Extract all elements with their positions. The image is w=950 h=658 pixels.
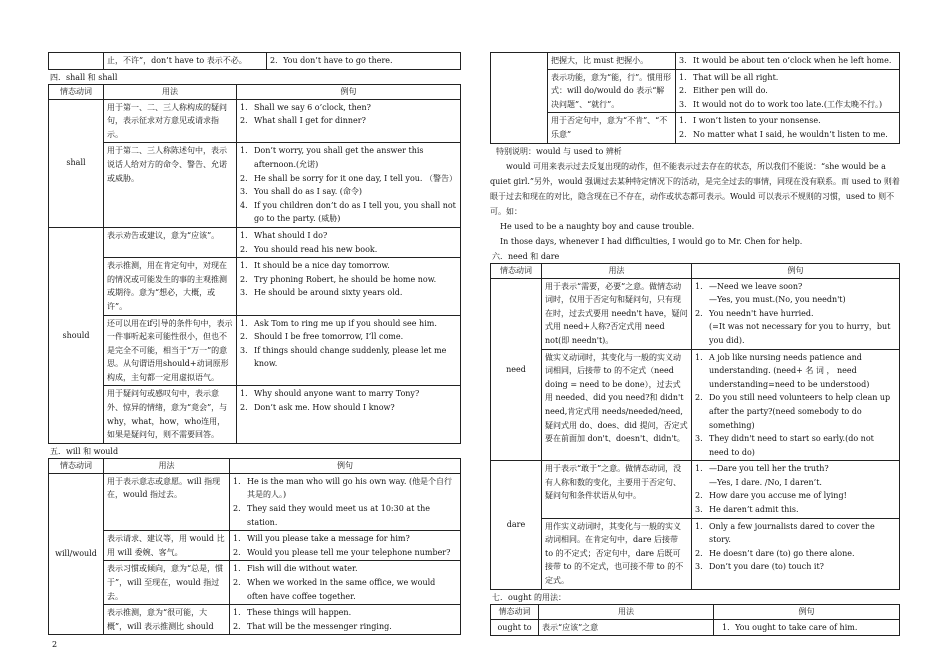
example-text: You should read his new book. bbox=[254, 244, 378, 254]
example-item bbox=[240, 243, 457, 257]
example-item bbox=[695, 432, 896, 459]
examples-cell bbox=[237, 99, 461, 143]
example-text: I won’t listen to your nonsense. bbox=[693, 116, 821, 126]
table-row bbox=[49, 99, 461, 143]
example-text: Only a few journalists dared to cover the story. bbox=[709, 521, 875, 545]
header-usage: 用法 bbox=[104, 84, 237, 99]
example-item bbox=[233, 475, 457, 502]
usage-cell: 止，不许”，don’t have to 表示不必。 bbox=[104, 53, 267, 70]
examples-cell bbox=[237, 143, 461, 228]
example-item bbox=[695, 560, 896, 574]
examples-cell bbox=[676, 53, 900, 70]
ought-table bbox=[490, 604, 900, 637]
example-number: 3. bbox=[679, 56, 687, 65]
examples-cell bbox=[237, 315, 461, 386]
right-column bbox=[490, 52, 900, 636]
example-number: 1. bbox=[240, 146, 248, 156]
example-item bbox=[240, 401, 457, 415]
example-text: How dare you accuse me of lying! bbox=[709, 491, 847, 501]
example-text: Should I be free tomorrow, I’ll come. bbox=[254, 332, 404, 342]
example-cell: 1．You ought to take care of him. bbox=[714, 619, 900, 636]
header-usage: 用法 bbox=[104, 458, 230, 473]
table-row bbox=[49, 386, 461, 443]
example-number: 3. bbox=[695, 434, 703, 444]
usage-cell: 用作实义动词时，其变化与一般的实义动词相同。在肯定句中，dare 后接带 to 的不定式；否定句中，dare 后既可接带 to 的不定式，也可接不带 to 的不定式。 bbox=[542, 518, 692, 589]
table-row bbox=[49, 473, 461, 530]
table-row bbox=[491, 349, 900, 461]
example-item bbox=[695, 489, 896, 503]
example-item bbox=[679, 71, 896, 85]
example-item bbox=[233, 532, 457, 546]
example-text: He shall be sorry for it one day, I tell you. （警告） bbox=[254, 173, 457, 183]
table-row bbox=[491, 518, 900, 589]
example-item bbox=[240, 199, 457, 226]
examples-cell bbox=[230, 531, 461, 561]
top-continuation-table bbox=[48, 52, 461, 70]
example-item bbox=[240, 387, 457, 401]
example-item bbox=[695, 293, 896, 307]
example-number: 1. bbox=[233, 608, 241, 618]
usage-cell: 做实义动词时，其变化与一般的实义动词相同，后接带 to 的不定式（need doing = need to be done），过去式用 needed、did you need?和 didn't need,肯定式用 needs/needed/need,疑问式用 do、does、did 提问，否定式要在前面加 don't、doesn't、didn't。 bbox=[542, 349, 692, 461]
note-example-2: In those days, whenever I had difficulties, I would go to Mr. Chen for help. bbox=[500, 236, 803, 246]
example-text: Will you please take a message for him? bbox=[247, 534, 410, 544]
example-number: 2. bbox=[679, 129, 687, 139]
example-number: 2. bbox=[695, 308, 703, 318]
examples-cell bbox=[692, 349, 900, 461]
example-item bbox=[240, 344, 457, 371]
example-text: Why should anyone want to marry Tony? bbox=[254, 389, 420, 399]
section-heading-will: 五．will 和 would bbox=[50, 446, 119, 456]
example-item bbox=[240, 259, 457, 273]
example-text: You needn't have hurried. bbox=[709, 308, 814, 318]
example-text: Do you still need volunteers to help clean up after the party?(need somebody to do something) bbox=[709, 393, 891, 430]
example-item bbox=[240, 101, 457, 115]
example-item bbox=[695, 351, 896, 392]
example-item bbox=[233, 562, 457, 576]
note-heading: 特别说明：would 与 used to 辨析 bbox=[496, 146, 622, 156]
examples-cell bbox=[237, 227, 461, 257]
example-number bbox=[695, 293, 709, 307]
examples-cell bbox=[237, 386, 461, 443]
usage-cell: 表示请求、建议等，用 would 比用 will 委婉、客气。 bbox=[104, 531, 230, 561]
example-item bbox=[240, 114, 457, 128]
example-item bbox=[233, 606, 457, 620]
example-text: —Need we leave soon? bbox=[709, 281, 803, 291]
example-number: 2. bbox=[695, 548, 703, 558]
example-number: 1. bbox=[679, 116, 687, 126]
example-number: 2. bbox=[240, 173, 248, 183]
example-text: No matter what I said, he wouldn’t listen to me. bbox=[693, 129, 888, 139]
example-item bbox=[695, 520, 896, 547]
example-item bbox=[240, 330, 457, 344]
usage-cell: 表示“应该”之意 bbox=[539, 619, 714, 636]
example-number: 3. bbox=[240, 187, 248, 197]
examples-cell bbox=[676, 113, 900, 143]
example-number: 1. bbox=[233, 534, 241, 544]
example-number: 2. bbox=[233, 547, 241, 557]
example-number: 2. bbox=[695, 491, 703, 501]
shall-should-table bbox=[48, 84, 461, 444]
example-text: Would you please tell me your telephone number? bbox=[247, 547, 451, 557]
section-heading-ought: 七．ought 的用法： bbox=[492, 592, 566, 602]
example-text: What shall I get for dinner? bbox=[254, 116, 366, 126]
example-item bbox=[695, 307, 896, 321]
example-number: 1. bbox=[240, 318, 248, 328]
example-item bbox=[240, 185, 457, 199]
note-paragraph: would 可用来表示过去反复出现的动作，但不能表示过去存在的状态，所以我们不能说：“she would be a quiet girl.”另外，would 强调过去某种特定情况下的活动，是完全过去的事情，同现在没有联系。而 used to 则着眼于过去和现在的对比，隐含现在已不存在，动作或状态都可表示。Would 可以表示不规则的习惯，used to 则不可。如： bbox=[490, 161, 900, 216]
example-number: 1. bbox=[240, 389, 248, 399]
example-item bbox=[679, 54, 896, 68]
example-number: 4. bbox=[240, 200, 248, 210]
example-number: 3. bbox=[695, 505, 703, 515]
table-row bbox=[49, 227, 461, 257]
example-text: If you children don’t do as I tell you, you shall not go to the party. (威胁) bbox=[254, 200, 456, 224]
usage-cell: 把握大，比 must 把握小。 bbox=[548, 53, 676, 70]
header-modal: 情态动词 bbox=[49, 84, 104, 99]
table-row bbox=[491, 278, 900, 349]
example-text: That will be all right. bbox=[693, 72, 779, 82]
example-text: You shall do as I say. (命令) bbox=[254, 187, 363, 197]
left-column bbox=[48, 52, 461, 635]
example-text: It would not do to work too late.(工作太晚不行。) bbox=[693, 99, 883, 109]
usage-cell: 表示习惯或倾向，意为“总是，惯于”，will 至现在，would 指过去。 bbox=[104, 561, 230, 605]
example-number: 2. bbox=[240, 244, 248, 254]
example-item bbox=[679, 98, 896, 112]
example-item bbox=[233, 502, 457, 529]
table-row bbox=[491, 113, 900, 143]
empty-cell bbox=[49, 53, 104, 70]
example-number: 1. bbox=[695, 521, 703, 531]
section-heading-need: 六．need 和 dare bbox=[492, 251, 560, 261]
usage-cell: 用于否定句中，意为“不肯”、“不乐意” bbox=[548, 113, 676, 143]
example-number: 2. bbox=[240, 332, 248, 342]
usage-cell: 用于表示“敢于”之意。做情态动词，没有人称和数的变化，主要用于否定句、疑问句和条件状语从句中。 bbox=[542, 461, 692, 518]
table-row bbox=[49, 315, 461, 386]
usage-cell: 用于表示意志或意愿。will 指现在，would 指过去。 bbox=[104, 473, 230, 530]
example-item bbox=[233, 620, 457, 634]
note-example-1: He used to be a naughty boy and cause trouble. bbox=[500, 221, 695, 231]
modal-label: should bbox=[49, 227, 104, 443]
usage-cell: 用于疑问句或感叹句中，表示意外、惊异的情绪，意为“竟会”，与why，what，how，who连用，如果是疑问句，则不需要回答。 bbox=[104, 386, 237, 443]
example-text: It would be about ten o’clock when he left home. bbox=[693, 56, 892, 65]
example-number: 3. bbox=[695, 562, 703, 572]
example-number: 1. bbox=[695, 352, 703, 362]
example-number: 1. bbox=[695, 464, 703, 474]
example-item bbox=[695, 462, 896, 476]
example-text: What should I do? bbox=[254, 230, 328, 240]
example-item bbox=[695, 391, 896, 432]
example-number: 2. bbox=[240, 116, 248, 126]
examples-cell bbox=[230, 561, 461, 605]
section-heading-shall: 四．shall 和 shall bbox=[50, 72, 118, 82]
header-usage: 用法 bbox=[542, 263, 692, 278]
usage-cell: 用于表示“需要，必要”之意。做情态动词时，仅用于否定句和疑问句，只有现在时，过去式要用 needn't have，疑问式用 need+人称?否定式用 need not(即 needn't)。 bbox=[542, 278, 692, 349]
table-row bbox=[49, 531, 461, 561]
examples-cell bbox=[230, 473, 461, 530]
will-would-table bbox=[48, 458, 461, 636]
example-number: 2. bbox=[233, 504, 241, 514]
example-item bbox=[695, 280, 896, 294]
table-row bbox=[49, 561, 461, 605]
example-text: —Yes, you must.(No, you needn't) bbox=[709, 295, 846, 305]
example-number: 2. bbox=[679, 86, 687, 96]
empty-cell bbox=[491, 53, 548, 144]
header-examples: 例句 bbox=[714, 604, 900, 619]
example-item bbox=[240, 286, 457, 300]
example-item bbox=[240, 172, 457, 186]
example-number: 1. bbox=[233, 476, 241, 486]
example-number: 2. bbox=[695, 393, 703, 403]
example-text: He doesn’t dare (to) go there alone. bbox=[709, 548, 855, 558]
example-text: They said they would meet us at 10:30 at the station. bbox=[247, 504, 430, 527]
example-item bbox=[240, 144, 457, 171]
header-modal: 情态动词 bbox=[491, 263, 542, 278]
need-dare-table bbox=[490, 263, 900, 590]
modal-label: dare bbox=[491, 461, 542, 589]
example-number: 2. bbox=[240, 403, 248, 413]
example-number: 1. bbox=[240, 102, 248, 112]
example-text: Ask Tom to ring me up if you should see him. bbox=[254, 318, 437, 328]
example-item bbox=[240, 273, 457, 287]
example-text: Don’t ask me. How should I know? bbox=[254, 403, 395, 413]
example-item bbox=[679, 114, 896, 128]
example-number: 1. bbox=[679, 72, 687, 82]
usage-cell: 表示劝告或建议，意为“应该”。 bbox=[104, 227, 237, 257]
example-text: He should be around sixty years old. bbox=[254, 288, 403, 298]
example-text: They didn't need to start so early.(do not need to do) bbox=[709, 434, 874, 457]
example-text: Shall we say 6 o’clock, then? bbox=[254, 102, 371, 112]
page-number: 2 bbox=[52, 640, 58, 649]
example-number: 3. bbox=[240, 345, 248, 355]
example-item bbox=[679, 84, 896, 98]
example-item bbox=[233, 546, 457, 560]
table-row bbox=[491, 461, 900, 518]
will-continuation-table bbox=[490, 52, 900, 144]
example-text: Either pen will do. bbox=[693, 86, 768, 96]
modal-label: ought to bbox=[491, 619, 539, 636]
example-number: 2. bbox=[233, 621, 241, 631]
example-number: 1. bbox=[233, 564, 241, 574]
example-number: 1. bbox=[240, 230, 248, 240]
example-text: A job like nursing needs patience and understanding. (need+ 名 词 ， need understanding=need to be understood) bbox=[709, 352, 870, 389]
example-number: 3. bbox=[679, 99, 687, 109]
example-number: 2. bbox=[240, 274, 248, 284]
example-number bbox=[695, 476, 709, 490]
header-modal: 情态动词 bbox=[49, 458, 104, 473]
usage-cell: 表示推测，用在肯定句中，对现在的情况或可能发生的事的主观推测或期待。意为“想必，大概，或许”。 bbox=[104, 258, 237, 315]
header-examples: 例句 bbox=[237, 84, 461, 99]
examples-cell bbox=[692, 278, 900, 349]
example-item bbox=[695, 547, 896, 561]
table-row bbox=[49, 258, 461, 315]
header-modal: 情态动词 bbox=[491, 604, 539, 619]
examples-cell bbox=[237, 258, 461, 315]
example-number bbox=[695, 320, 709, 347]
example-text: Try phoning Robert, he should be home now. bbox=[254, 274, 437, 284]
header-usage: 用法 bbox=[539, 604, 714, 619]
example-text: He is the man who will go his own way. (他是个自行其是的人。) bbox=[247, 476, 453, 500]
example-item bbox=[679, 128, 896, 142]
usage-cell: 用于第一、二、三人称构成的疑问句，表示征求对方意见或请求指示。 bbox=[104, 99, 237, 143]
example-text: That will be the messenger ringing. bbox=[247, 621, 392, 631]
examples-cell bbox=[230, 605, 461, 635]
examples-cell bbox=[692, 461, 900, 518]
header-examples: 例句 bbox=[692, 263, 900, 278]
example-text: When we worked in the same office, we would often have coffee together. bbox=[247, 578, 436, 601]
modal-label: will/would bbox=[49, 473, 104, 635]
table-row bbox=[49, 605, 461, 635]
example-item bbox=[240, 229, 457, 243]
example-item bbox=[695, 503, 896, 517]
usage-cell: 还可以用在if引导的条件句中，表示一件事听起来可能性很小，但也不是完全不可能，相当于“万一”的意思。从句谓语用should+动词原形构成，主句都一定用虚拟语气。 bbox=[104, 315, 237, 386]
example-text: If things should change suddenly, please let me know. bbox=[254, 345, 447, 369]
table-row bbox=[491, 53, 900, 70]
example-number: 2. bbox=[233, 578, 241, 587]
examples-cell bbox=[676, 69, 900, 113]
example-item bbox=[695, 476, 896, 490]
example-text: —Yes, I dare. /No, I daren’t. bbox=[709, 477, 822, 487]
example-text: He daren’t admit this. bbox=[709, 505, 799, 515]
example-text: (=It was not necessary for you to hurry，but you did). bbox=[709, 322, 891, 345]
table-row bbox=[49, 143, 461, 228]
example-text: Don’t worry, you shall get the answer this afternoon.(允诺) bbox=[254, 146, 424, 169]
example-text: —Dare you tell her the truth? bbox=[709, 464, 829, 474]
modal-label: need bbox=[491, 278, 542, 461]
example-text: Don’t you dare (to) touch it? bbox=[709, 562, 824, 572]
example-item bbox=[233, 576, 457, 603]
example-number: 3. bbox=[240, 288, 248, 298]
example-number: 1. bbox=[695, 281, 703, 291]
example-item bbox=[695, 320, 896, 347]
usage-cell: 表示推测，意为“很可能，大概”，will 表示推测比 should bbox=[104, 605, 230, 635]
examples-cell bbox=[692, 518, 900, 589]
header-examples: 例句 bbox=[230, 458, 461, 473]
example-cell: 2．You don’t have to go there. bbox=[267, 53, 461, 70]
example-number: 1. bbox=[240, 261, 248, 271]
example-text: These things will happen. bbox=[247, 608, 352, 618]
example-text: Fish will die without water. bbox=[247, 564, 358, 574]
example-text: It should be a nice day tomorrow. bbox=[254, 261, 390, 271]
table-row bbox=[491, 69, 900, 113]
usage-cell: 用于第二、三人称陈述句中，表示说话人给对方的命令、警告、允诺或威胁。 bbox=[104, 143, 237, 228]
usage-cell: 表示功能，意为“能，行”。惯用形式：will do/would do 表示“解决问题”、“就行”。 bbox=[548, 69, 676, 113]
example-item bbox=[240, 317, 457, 331]
modal-label: shall bbox=[49, 99, 104, 227]
